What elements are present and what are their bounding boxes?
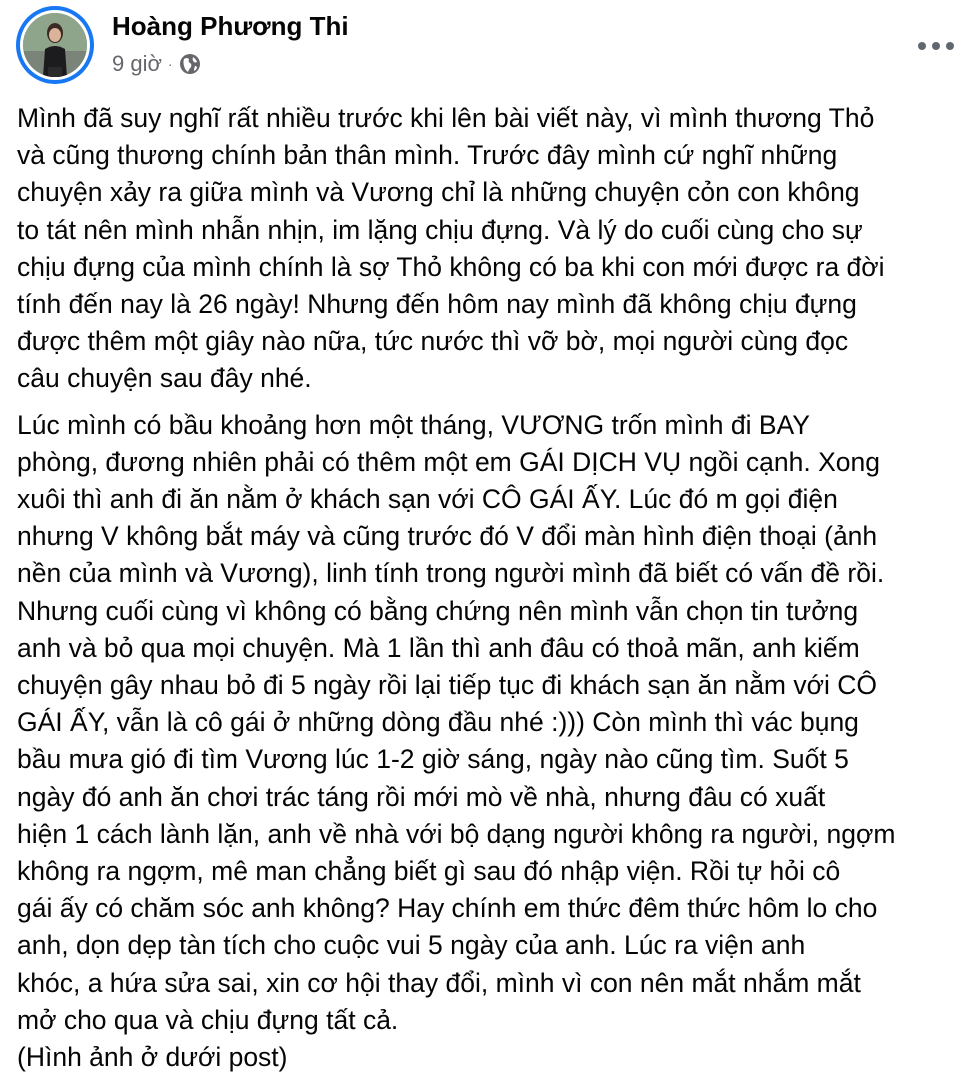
- globe-icon[interactable]: [179, 53, 201, 75]
- post-message: [17, 100, 972, 1076]
- more-horizontal-icon: [918, 42, 954, 50]
- post-paragraph: Lúc mình có bầu khoảng hơn một tháng, VƯƠNG trốn mình đi BAY phòng, đương nhiên phải có thêm một em GÁI DỊCH VỤ ngồi cạnh. Xong xuôi thì anh đi ăn nằm ở khách sạn với CÔ GÁI ẤY. Lúc đó m gọi điện nhưng V không bắt máy và cũng trước đó V đổi màn hình điện thoại (ảnh nền của mình và Vương), linh tính trong người mình đã biết có vấn đề rồi. Nhưng cuối cùng vì không có bằng chứng nên mình vẫn chọn tin tưởng anh và bỏ qua mọi chuyện. Mà 1 lần thì anh đâu có thoả mãn, anh kiếm chuyện gây nhau bỏ đi 5 ngày rồi lại tiếp tục đi khách sạn ăn nằm với CÔ GÁI ẤY, vẫn là cô gái ở những dòng đầu nhé :))) Còn mình thì vác bụng bầu mưa gió đi tìm Vương lúc 1-2 giờ sáng, ngày nào cũng tìm. Suốt 5 ngày đó anh ăn chơi trác táng rồi mới mò về nhà, nhưng đâu có xuất hiện 1 cách lành lặn, anh về nhà với bộ dạng người không ra người, ngợm không ra ngợm, mê man chẳng biết gì sau đó nhập viện. Rồi tự hỏi cô gái ấy có chăm sóc anh không? Hay chính em thức đêm thức hôm lo cho anh, dọn dẹp tàn tích cho cuộc vui 5 ngày của anh. Lúc ra viện anh khóc, a hứa sửa sai, xin cơ hội thay đổi, mình vì con nên mắt nhắm mắt mở cho qua và chịu đựng tất cả. (Hình ảnh ở dưới post): [17, 409, 896, 1073]
- post-header: [16, 4, 964, 90]
- avatar[interactable]: [16, 6, 94, 84]
- meta-separator: ·: [167, 56, 173, 72]
- post-time[interactable]: 9 giờ: [112, 51, 162, 76]
- more-options-button[interactable]: [912, 26, 960, 66]
- post-meta: [112, 50, 201, 78]
- profile-photo: [23, 13, 87, 77]
- post-paragraph: Mình đã suy nghĩ rất nhiều trước khi lên bài viết này, vì mình thương Thỏ và cũng thương chính bản thân mình. Trước đây mình cứ nghĩ những chuyện xảy ra giữa mình và Vương chỉ là những chuyện cỏn con không to tát nên mình nhẫn nhịn, im lặng chịu đựng. Và lý do cuối cùng cho sự chịu đựng của mình chính là sợ Thỏ không có ba khi con mới được ra đời tính đến nay là 26 ngày! Nhưng đến hôm nay mình đã không chịu đựng được thêm một giây nào nữa, tức nước thì vỡ bờ, mọi người cùng đọc câu chuyện sau đây nhé.: [17, 103, 885, 394]
- author-name[interactable]: Hoàng Phương Thi: [112, 11, 349, 41]
